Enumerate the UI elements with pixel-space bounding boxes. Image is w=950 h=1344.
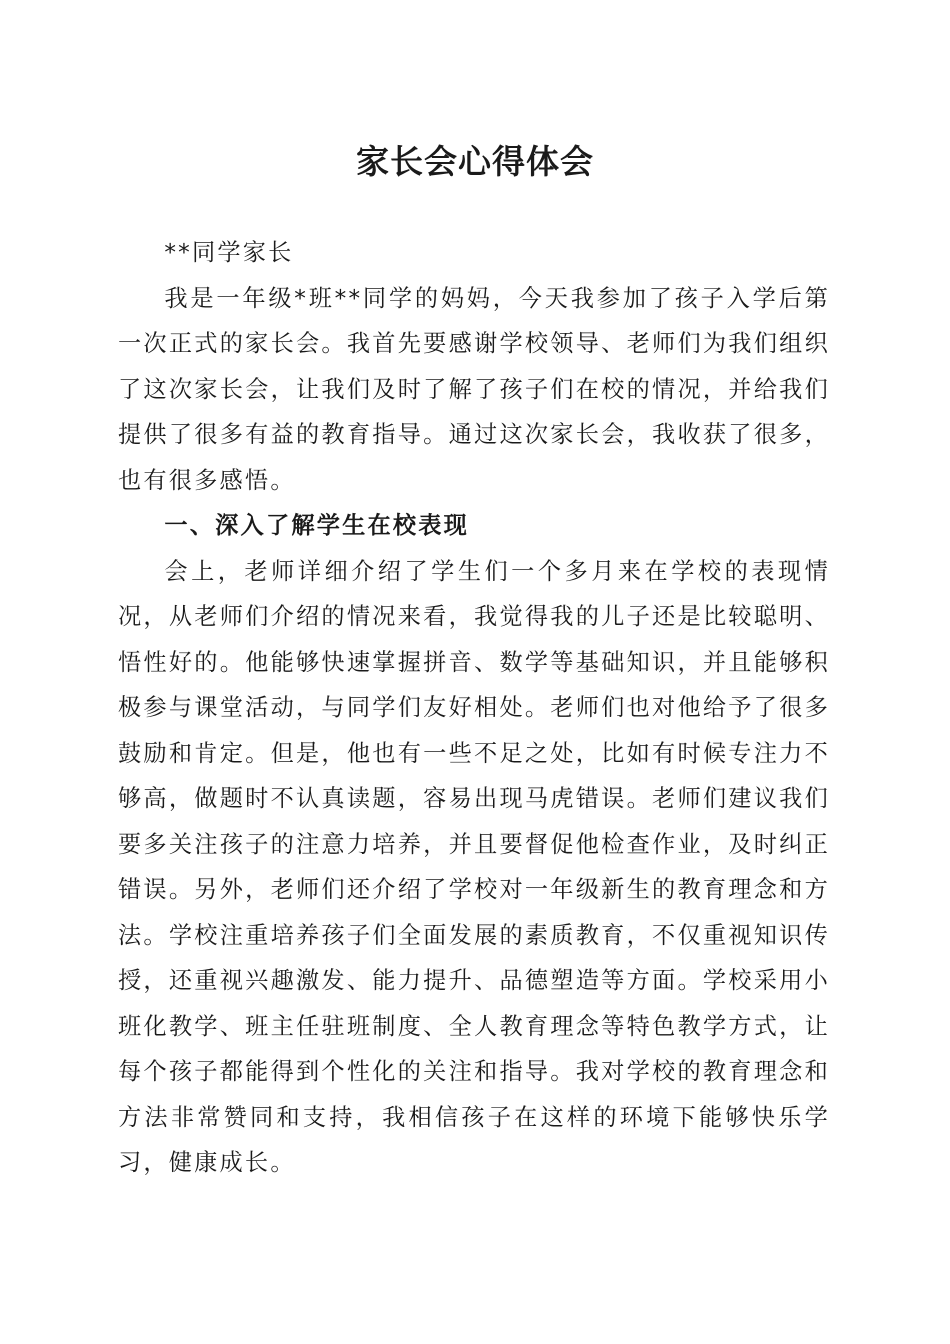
section-1-paragraph: 会上，老师详细介绍了学生们一个多月来在学校的表现情况，从老师们介绍的情况来看，我觉得我的儿子还是比较聪明、悟性好的。他能够快速掌握拼音、数学等基础知识，并且能够积极参与课堂活动，与同学们友好相处。老师们也对他给予了很多鼓励和肯定。但是，他也有一些不足之处，比如有时候专注力不够高，做题时不认真读题，容易出现马虎错误。老师们建议我们要多关注孩子的注意力培养，并且要督促他检查作业，及时纠正错误。另外，老师们还介绍了学校对一年级新生的教育理念和方法。学校注重培养孩子们全面发展的素质教育，不仅重视知识传授，还重视兴趣激发、能力提升、品德塑造等方面。学校采用小班化教学、班主任驻班制度、全人教育理念等特色教学方式，让每个孩子都能得到个性化的关注和指导。我对学校的教育理念和方法非常赞同和支持，我相信孩子在这样的环境下能够快乐学习，健康成长。 bbox=[118, 557, 830, 1176]
section-heading-1: 一、深入了解学生在校表现 bbox=[164, 512, 470, 539]
intro-paragraph: 我是一年级*班**同学的妈妈，今天我参加了孩子入学后第一次正式的家长会。我首先要感谢学校领导、老师们为我们组织了这次家长会，让我们及时了解了孩子们在校的情况，并给我们提供了很多有益的教育指导。通过这次家长会，我收获了很多，也有很多感悟。 bbox=[118, 284, 830, 494]
document-body bbox=[118, 230, 830, 1186]
document-title: 家长会心得体会 bbox=[356, 142, 594, 181]
salutation: **同学家长 bbox=[164, 239, 294, 266]
